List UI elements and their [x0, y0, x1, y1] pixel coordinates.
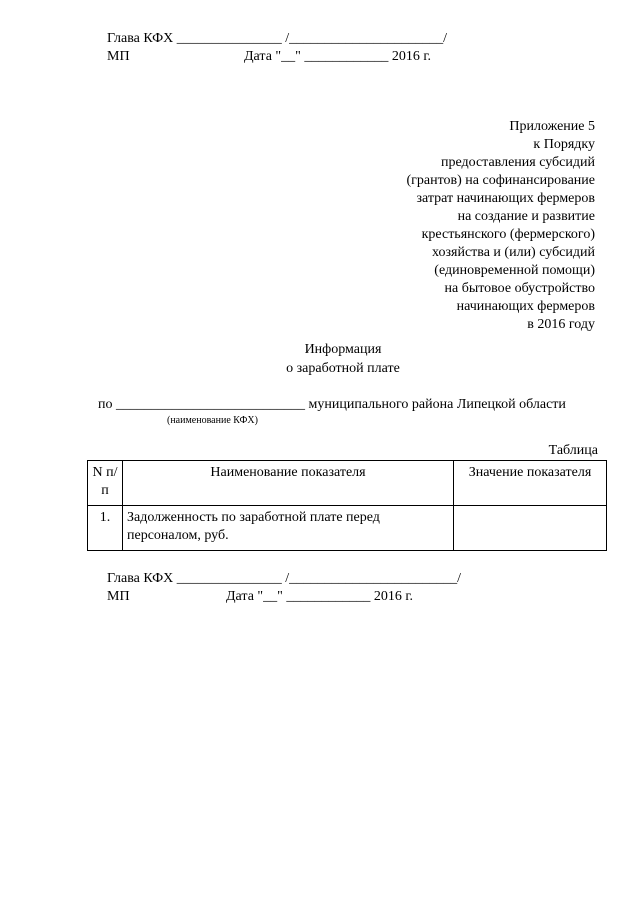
appendix-line: в 2016 году	[527, 317, 595, 332]
appendix-line: на бытовое обустройство	[444, 281, 595, 296]
indicator-table	[87, 460, 607, 551]
appendix-header	[335, 118, 595, 334]
bottom-signature-line: Глава КФХ _______________ /________________________/	[107, 571, 462, 586]
subject-suffix: муниципального района Липецкой области	[308, 397, 566, 412]
table-label: Таблица	[548, 443, 598, 458]
subject-blank: ___________________________	[116, 397, 305, 412]
header-value: Значение показателя	[454, 461, 607, 506]
document-title: Информация	[304, 342, 382, 357]
header-name: Наименование показателя	[123, 461, 454, 506]
appendix-line: начинающих фермеров	[456, 299, 595, 314]
appendix-line: к Порядку	[533, 137, 595, 152]
appendix-line: крестьянского (фермерского)	[421, 227, 595, 242]
appendix-line: Приложение 5	[509, 119, 595, 134]
appendix-line: на создание и развитие	[457, 209, 595, 224]
subject-caption: (наименование КФХ)	[167, 415, 258, 426]
bottom-stamp-label: МП	[107, 589, 130, 604]
table-row	[88, 506, 607, 551]
appendix-line: хозяйства и (или) субсидий	[432, 245, 595, 260]
top-stamp-label: МП	[107, 49, 130, 64]
top-date-line: Дата "__" ____________ 2016 г.	[244, 49, 431, 64]
row-name: Задолженность по заработной плате перед персоналом, руб.	[123, 506, 454, 551]
row-num: 1.	[88, 506, 123, 551]
document-subtitle: о заработной плате	[286, 361, 400, 376]
bottom-date-line: Дата "__" ____________ 2016 г.	[226, 589, 413, 604]
top-signature-line: Глава КФХ _______________ /______________________/	[107, 31, 448, 46]
appendix-line: (грантов) на софинансирование	[406, 173, 595, 188]
subject-line	[98, 397, 566, 413]
appendix-line: предоставления субсидий	[440, 155, 595, 170]
table-header-row	[88, 461, 607, 506]
appendix-line: затрат начинающих фермеров	[416, 191, 595, 206]
row-value[interactable]	[454, 506, 607, 551]
header-num: N п/п	[88, 461, 123, 506]
subject-prefix: по	[98, 397, 113, 412]
appendix-line: (единовременной помощи)	[434, 263, 595, 278]
